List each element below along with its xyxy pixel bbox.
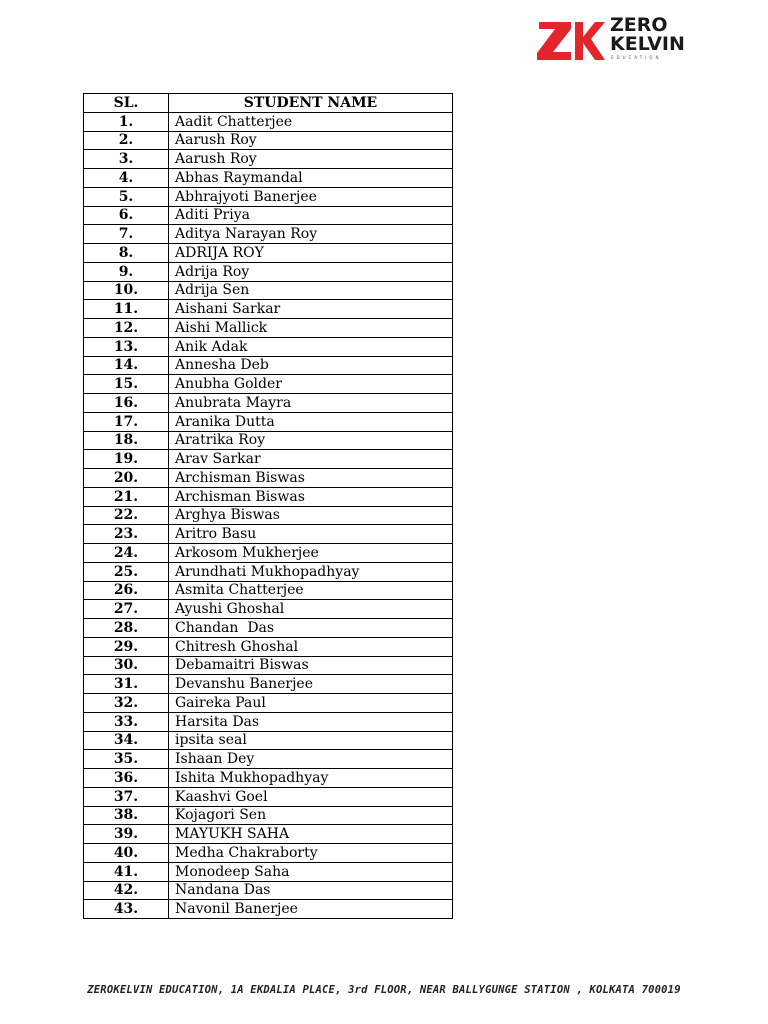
table-row	[84, 694, 453, 713]
table-row	[84, 806, 453, 825]
row-serial: 15.	[84, 375, 169, 394]
table-row	[84, 300, 453, 319]
row-student-name: Aarush Roy	[169, 131, 453, 150]
row-serial: 11.	[84, 300, 169, 319]
row-student-name: Ishita Mukhopadhyay	[169, 769, 453, 788]
row-serial: 20.	[84, 469, 169, 488]
table-row	[84, 319, 453, 338]
row-serial: 21.	[84, 487, 169, 506]
row-serial: 10.	[84, 281, 169, 300]
table-row	[84, 656, 453, 675]
row-student-name: MAYUKH SAHA	[169, 825, 453, 844]
table-row	[84, 431, 453, 450]
row-serial: 25.	[84, 562, 169, 581]
table-row	[84, 825, 453, 844]
table-row	[84, 225, 453, 244]
row-student-name: Monodeep Saha	[169, 862, 453, 881]
table-row	[84, 787, 453, 806]
row-student-name: Devanshu Banerjee	[169, 675, 453, 694]
row-serial: 9.	[84, 262, 169, 281]
row-student-name: Anubrata Mayra	[169, 394, 453, 413]
row-serial: 22.	[84, 506, 169, 525]
row-serial: 27.	[84, 600, 169, 619]
table-row	[84, 412, 453, 431]
row-student-name: Medha Chakraborty	[169, 844, 453, 863]
header-sl: SL.	[84, 94, 169, 113]
table-row	[84, 187, 453, 206]
row-serial: 40.	[84, 844, 169, 863]
row-student-name: Aditi Priya	[169, 206, 453, 225]
row-student-name: Abhas Raymandal	[169, 169, 453, 188]
row-serial: 17.	[84, 412, 169, 431]
row-student-name: Arghya Biswas	[169, 506, 453, 525]
footer-address: ZEROKELVIN EDUCATION, 1A EKDALIA PLACE, 3rd FLOOR, NEAR BALLYGUNGE STATION , KOLKATA 700019	[87, 984, 681, 996]
row-serial: 12.	[84, 319, 169, 338]
row-serial: 37.	[84, 787, 169, 806]
table-row	[84, 487, 453, 506]
row-student-name: Ayushi Ghoshal	[169, 600, 453, 619]
row-serial: 6.	[84, 206, 169, 225]
row-student-name: Ishaan Dey	[169, 750, 453, 769]
table-row	[84, 281, 453, 300]
table-row	[84, 337, 453, 356]
row-student-name: ipsita seal	[169, 731, 453, 750]
row-serial: 38.	[84, 806, 169, 825]
row-student-name: Aishi Mallick	[169, 319, 453, 338]
row-student-name: Abhrajyoti Banerjee	[169, 187, 453, 206]
table-row	[84, 675, 453, 694]
row-student-name: Asmita Chatterjee	[169, 581, 453, 600]
table-row	[84, 712, 453, 731]
row-serial: 19.	[84, 450, 169, 469]
row-serial: 33.	[84, 712, 169, 731]
row-serial: 34.	[84, 731, 169, 750]
table-header-row	[84, 94, 453, 113]
table-row	[84, 150, 453, 169]
table-row	[84, 131, 453, 150]
table-row	[84, 881, 453, 900]
row-serial: 42.	[84, 881, 169, 900]
table-row	[84, 356, 453, 375]
table-row	[84, 562, 453, 581]
row-serial: 26.	[84, 581, 169, 600]
table-row	[84, 262, 453, 281]
table-row	[84, 619, 453, 638]
table-row	[84, 244, 453, 263]
row-student-name: Debamaitri Biswas	[169, 656, 453, 675]
table-row	[84, 375, 453, 394]
zero-kelvin-logo	[537, 14, 685, 76]
row-student-name: Anik Adak	[169, 337, 453, 356]
logo-line-1: ZERO	[610, 14, 668, 36]
logo-subtitle: EDUCATION	[611, 55, 662, 60]
row-serial: 39.	[84, 825, 169, 844]
table-row	[84, 844, 453, 863]
row-serial: 35.	[84, 750, 169, 769]
header-student-name: STUDENT NAME	[169, 94, 453, 113]
row-student-name: Anubha Golder	[169, 375, 453, 394]
row-serial: 5.	[84, 187, 169, 206]
table-row	[84, 469, 453, 488]
table-row	[84, 112, 453, 131]
row-student-name: Aranika Dutta	[169, 412, 453, 431]
row-serial: 7.	[84, 225, 169, 244]
table-row	[84, 900, 453, 919]
row-student-name: Harsita Das	[169, 712, 453, 731]
row-serial: 16.	[84, 394, 169, 413]
row-student-name: Arkosom Mukherjee	[169, 544, 453, 563]
table-row	[84, 506, 453, 525]
row-student-name: Aritro Basu	[169, 525, 453, 544]
row-serial: 1.	[84, 112, 169, 131]
row-student-name: Chandan Das	[169, 619, 453, 638]
logo-line-2: KELVIN	[610, 33, 685, 55]
row-student-name: Kojagori Sen	[169, 806, 453, 825]
table-row	[84, 750, 453, 769]
table-row	[84, 769, 453, 788]
logo-wordmark	[610, 16, 685, 54]
row-student-name: Archisman Biswas	[169, 487, 453, 506]
row-student-name: Navonil Banerjee	[169, 900, 453, 919]
row-serial: 23.	[84, 525, 169, 544]
row-serial: 30.	[84, 656, 169, 675]
zk-logo-icon	[537, 18, 607, 62]
table-row	[84, 637, 453, 656]
table-row	[84, 525, 453, 544]
table-row	[84, 581, 453, 600]
row-student-name: Adrija Roy	[169, 262, 453, 281]
row-student-name: Annesha Deb	[169, 356, 453, 375]
row-student-name: Gaireka Paul	[169, 694, 453, 713]
row-student-name: Archisman Biswas	[169, 469, 453, 488]
row-serial: 31.	[84, 675, 169, 694]
table-row	[84, 394, 453, 413]
row-serial: 2.	[84, 131, 169, 150]
row-student-name: Aratrika Roy	[169, 431, 453, 450]
row-serial: 4.	[84, 169, 169, 188]
row-serial: 3.	[84, 150, 169, 169]
row-student-name: Aishani Sarkar	[169, 300, 453, 319]
table-row	[84, 544, 453, 563]
row-student-name: Adrija Sen	[169, 281, 453, 300]
row-serial: 8.	[84, 244, 169, 263]
table-row	[84, 600, 453, 619]
row-serial: 28.	[84, 619, 169, 638]
row-serial: 29.	[84, 637, 169, 656]
row-serial: 43.	[84, 900, 169, 919]
row-student-name: Chitresh Ghoshal	[169, 637, 453, 656]
row-serial: 32.	[84, 694, 169, 713]
student-table	[83, 93, 453, 919]
row-student-name: Arundhati Mukhopadhyay	[169, 562, 453, 581]
row-serial: 36.	[84, 769, 169, 788]
row-serial: 14.	[84, 356, 169, 375]
row-student-name: Aditya Narayan Roy	[169, 225, 453, 244]
row-student-name: Kaashvi Goel	[169, 787, 453, 806]
row-student-name: Nandana Das	[169, 881, 453, 900]
row-student-name: ADRIJA ROY	[169, 244, 453, 263]
table-row	[84, 169, 453, 188]
row-student-name: Aarush Roy	[169, 150, 453, 169]
row-student-name: Aadit Chatterjee	[169, 112, 453, 131]
row-serial: 18.	[84, 431, 169, 450]
table-row	[84, 206, 453, 225]
table-row	[84, 731, 453, 750]
row-serial: 41.	[84, 862, 169, 881]
row-student-name: Arav Sarkar	[169, 450, 453, 469]
table-row	[84, 450, 453, 469]
row-serial: 13.	[84, 337, 169, 356]
table-row	[84, 862, 453, 881]
row-serial: 24.	[84, 544, 169, 563]
